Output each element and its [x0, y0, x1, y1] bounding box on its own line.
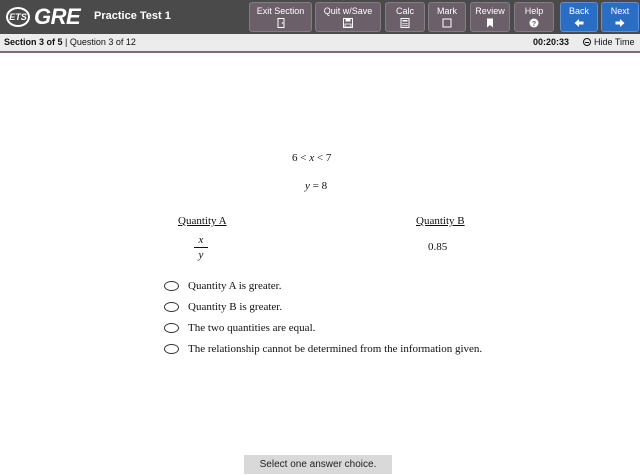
answer-option-label: Quantity A is greater. [188, 280, 282, 292]
fraction-numerator: x [198, 234, 204, 246]
radio-button[interactable] [164, 344, 179, 354]
radio-button[interactable] [164, 281, 179, 291]
condition-equation: y = 8 [305, 180, 328, 192]
answer-option-label: Quantity B is greater. [188, 301, 283, 313]
radio-button[interactable] [164, 323, 179, 333]
mark-label: Mark [437, 6, 457, 16]
hide-time-button[interactable] [583, 37, 635, 47]
bookmark-icon [485, 18, 495, 28]
quit-save-button[interactable] [315, 2, 381, 32]
next-label: Next [610, 6, 630, 16]
section-indicator: Section 3 of 5 [4, 37, 63, 47]
calculator-icon [400, 18, 410, 28]
condition-inequality: 6 < x < 7 [292, 152, 332, 164]
calc-button[interactable] [385, 2, 425, 32]
arrow-right-icon [615, 18, 625, 28]
help-label: Help [524, 6, 544, 16]
review-button[interactable] [470, 2, 510, 32]
quantity-b-value: 0.85 [428, 241, 448, 253]
answer-option-label: The two quantities are equal. [188, 322, 316, 334]
help-button[interactable] [514, 2, 554, 32]
fraction-denominator: y [198, 249, 204, 261]
answer-option-d[interactable] [164, 343, 482, 355]
status-bar [0, 34, 640, 53]
next-button[interactable] [601, 2, 639, 32]
gre-logo [6, 5, 80, 29]
progress-indicator [4, 37, 136, 47]
minus-circle-icon [583, 38, 591, 46]
quantity-a-fraction [194, 234, 208, 261]
instruction-message: Select one answer choice. [244, 455, 392, 474]
mark-button[interactable] [428, 2, 466, 32]
exit-section-label: Exit Section [256, 6, 305, 16]
checkbox-icon [442, 18, 452, 28]
quit-save-label: Quit w/Save [323, 6, 373, 16]
quantity-a-heading: Quantity A [178, 215, 227, 227]
quantity-b-heading: Quantity B [416, 215, 465, 227]
radio-button[interactable] [164, 302, 179, 312]
hide-time-label: Hide Time [594, 37, 635, 47]
svg-text:?: ? [531, 21, 537, 28]
back-button[interactable] [560, 2, 598, 32]
save-icon [343, 18, 353, 28]
question-mark-icon [529, 18, 539, 28]
answer-option-c[interactable] [164, 322, 315, 334]
question-indicator: | Question 3 of 12 [62, 37, 136, 47]
review-label: Review [475, 6, 505, 16]
back-label: Back [568, 6, 589, 16]
answer-option-label: The relationship cannot be determined from the information given. [188, 343, 483, 355]
arrow-left-icon [574, 18, 584, 28]
top-header [0, 0, 640, 34]
calc-label: Calc [395, 6, 414, 16]
exit-section-button[interactable] [249, 2, 312, 32]
ets-badge: ETS [6, 7, 30, 27]
door-icon [276, 18, 286, 28]
gre-wordmark: GRE [34, 4, 81, 29]
test-title: Practice Test 1 [94, 10, 171, 22]
timer: 00:20:33 [533, 37, 570, 47]
answer-option-a[interactable] [164, 280, 281, 292]
fraction-bar [194, 247, 208, 248]
answer-option-b[interactable] [164, 301, 282, 313]
